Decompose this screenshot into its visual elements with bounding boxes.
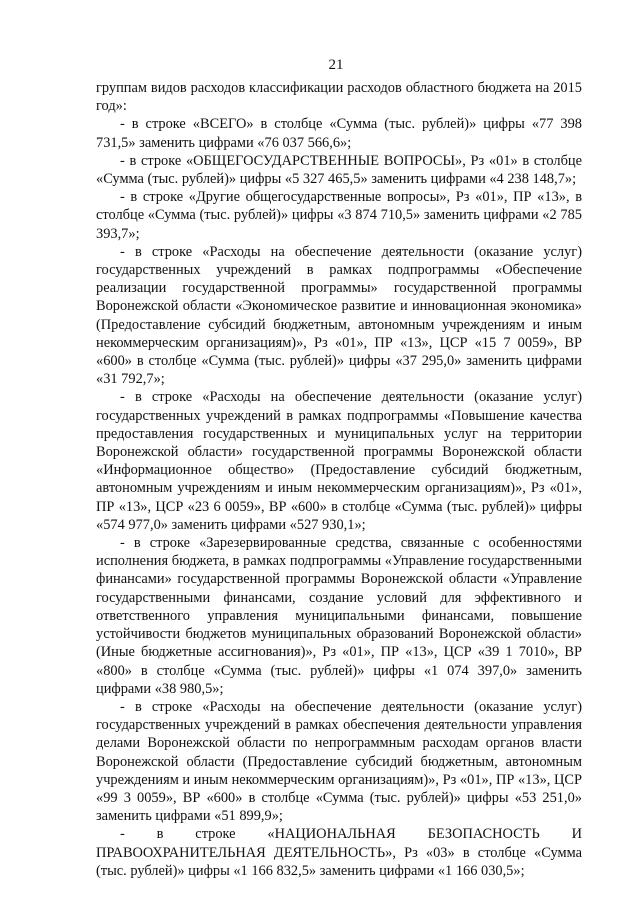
paragraph-item-reserved-funds: - в строке «Зарезервированные средства, связанные с особенностями исполнения бюджета, в рамках подпрограммы «Управление государственными финансами» государственной программы Воронежской области «Управление государственными финансами, создание условий для эффективного и ответственного управления муниципальными финансами, повышение устойчивости бюджетов муниципальных образований Воронежской области» (Иные бюджетные ассигнования)», Рз «01», ПР «13», ЦСР «39 1 7010», ВР «800» в столбце «Сумма (тыс. рублей)» цифры «1 074 397,0» заменить цифрами «38 980,5»; [96, 535, 582, 697]
paragraph-item-information-society: - в строке «Расходы на обеспечение деятельности (оказание услуг) государственных учреждений в рамках подпрограммы «Повышение качества предоставления государственных и муниципальных услуг на территории Воронежской области» государственной программы Воронежской области «Информационное общество» (Предоставление субсидий бюджетным, автономным учреждениям и иным некоммерческим организациям)», Рз «01», ПР «13», ЦСР «23 6 0059», ВР «600» в столбце «Сумма (тыс. рублей)» цифры «574 977,0» заменить цифрами «527 930,1»; [96, 389, 582, 533]
paragraph-item-economic-development: - в строке «Расходы на обеспечение деятельности (оказание услуг) государственных учреждений в рамках подпрограммы «Обеспечение реализации государственной программы» государственной программы Воронежской области «Экономическое развитие и инновационная экономика» (Предоставление субсидий бюджетным, автономным учреждениям и иным некоммерческим организациям)», Рз «01», ПР «13», ЦСР «15 7 0059», ВР «600» в столбце «Сумма (тыс. рублей)» цифры «37 295,0» заменить цифрами «31 792,7»; [96, 243, 582, 388]
paragraph-item-administration: - в строке «Расходы на обеспечение деятельности (оказание услуг) государственных учреждений в рамках обеспечения деятельности управления делами Воронежской области по непрограммным расходам органов власти Воронежской области (Предоставление субсидий бюджетным, автономным учреждениям и иным некоммерческим организациям)», Рз «01», ПР «13», ЦСР «99 3 0059», ВР «600» в столбце «Сумма (тыс. рублей)» цифры «53 251,0» заменить цифрами «51 899,9»; [96, 698, 582, 825]
paragraph-item-total: - в строке «ВСЕГО» в столбце «Сумма (тыс. рублей)» цифры «77 398 731,5» заменить цифрами «76 037 566,6»; [96, 116, 582, 151]
paragraph-item-other-general-issues: - в строке «Другие общегосударственные вопросы», Рз «01», ПР «13», в столбце «Сумма (тыс. рублей)» цифры «3 874 710,5» заменить цифрами «2 785 393,7»; [96, 189, 582, 242]
paragraph-intro: группам видов расходов классификации расходов областного бюджета на 2015 год»: [96, 80, 582, 115]
paragraph-item-general-issues: - в строке «ОБЩЕГОСУДАРСТВЕННЫЕ ВОПРОСЫ», Рз «01» в столбце «Сумма (тыс. рублей)» цифры «5 327 465,5» заменить цифрами «4 238 148,7»; [96, 152, 582, 188]
document-body [96, 79, 582, 880]
page-number: 21 [328, 57, 344, 73]
paragraph-item-national-security: - в строке «НАЦИОНАЛЬНАЯ БЕЗОПАСНОСТЬ И ПРАВООХРАНИТЕЛЬНАЯ ДЕЯТЕЛЬНОСТЬ», Рз «03» в столбце «Сумма (тыс. рублей)» цифры «1 166 832,5» заменить цифрами «1 166 030,5»; [96, 826, 582, 879]
